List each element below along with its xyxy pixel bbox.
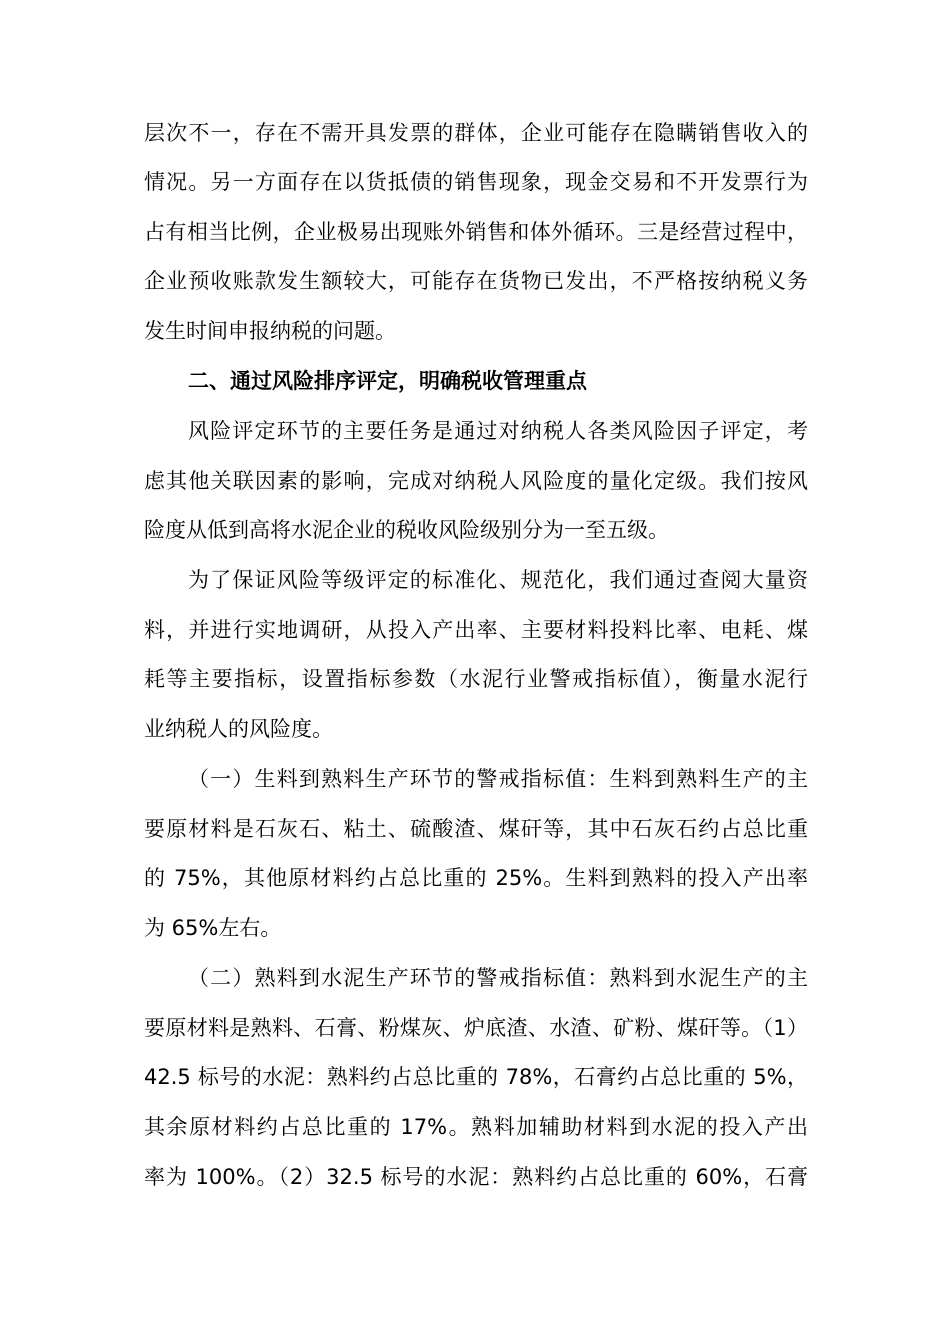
paragraph-5-line-1: （二）熟料到水泥生产环节的警戒指标值：熟料到水泥生产的主 (188, 966, 808, 990)
paragraph-2-line-3: 险度从低到高将水泥企业的税收风险级别分为一至五级。 (144, 518, 669, 542)
paragraph-3-line-2: 料，并进行实地调研，从投入产出率、主要材料投料比率、电耗、煤 (144, 618, 808, 642)
paragraph-2-line-2: 虑其他关联因素的影响，完成对纳税人风险度的量化定级。我们按风 (144, 469, 808, 493)
paragraph-2-line-1: 风险评定环节的主要任务是通过对纳税人各类风险因子评定，考 (188, 419, 808, 443)
paragraph-1-line-1: 层次不一，存在不需开具发票的群体，企业可能存在隐瞒销售收入的 (144, 121, 808, 145)
paragraph-4-line-4: 为 65%左右。 (144, 916, 282, 940)
paragraph-1-line-3: 占有相当比例，企业极易出现账外销售和体外循环。三是经营过程中， (144, 220, 808, 244)
paragraph-3-line-4: 业纳税人的风险度。 (144, 717, 333, 741)
paragraph-1-line-5: 发生时间申报纳税的问题。 (144, 319, 396, 343)
section-heading: 二、通过风险排序评定，明确税收管理重点 (188, 369, 587, 393)
paragraph-4-line-2: 要原材料是石灰石、粘土、硫酸渣、煤矸等，其中石灰石约占总比重 (144, 817, 808, 841)
paragraph-3-line-1: 为了保证风险等级评定的标准化、规范化，我们通过查阅大量资 (188, 568, 808, 592)
paragraph-3-line-3: 耗等主要指标，设置指标参数（水泥行业警戒指标值），衡量水泥行 (144, 667, 808, 691)
paragraph-5-line-3: 42.5 标号的水泥：熟料约占总比重的 78%，石膏约占总比重的 5%， (144, 1065, 808, 1089)
paragraph-5-line-2: 要原材料是熟料、石膏、粉煤灰、炉底渣、水渣、矿粉、煤矸等。（1） (144, 1016, 808, 1040)
paragraph-4-line-1: （一）生料到熟料生产环节的警戒指标值：生料到熟料生产的主 (188, 767, 808, 791)
paragraph-5-line-4: 其余原材料约占总比重的 17%。熟料加辅助材料到水泥的投入产出 (144, 1115, 808, 1139)
paragraph-4-line-3: 的 75%，其他原材料约占总比重的 25%。生料到熟料的投入产出率 (144, 866, 808, 890)
paragraph-5-line-5: 率为 100%。（2）32.5 标号的水泥：熟料约占总比重的 60%，石膏 (144, 1165, 808, 1189)
paragraph-1-line-2: 情况。另一方面存在以货抵债的销售现象，现金交易和不开发票行为 (144, 170, 808, 194)
paragraph-1-line-4: 企业预收账款发生额较大，可能存在货物已发出，不严格按纳税义务 (144, 269, 808, 293)
